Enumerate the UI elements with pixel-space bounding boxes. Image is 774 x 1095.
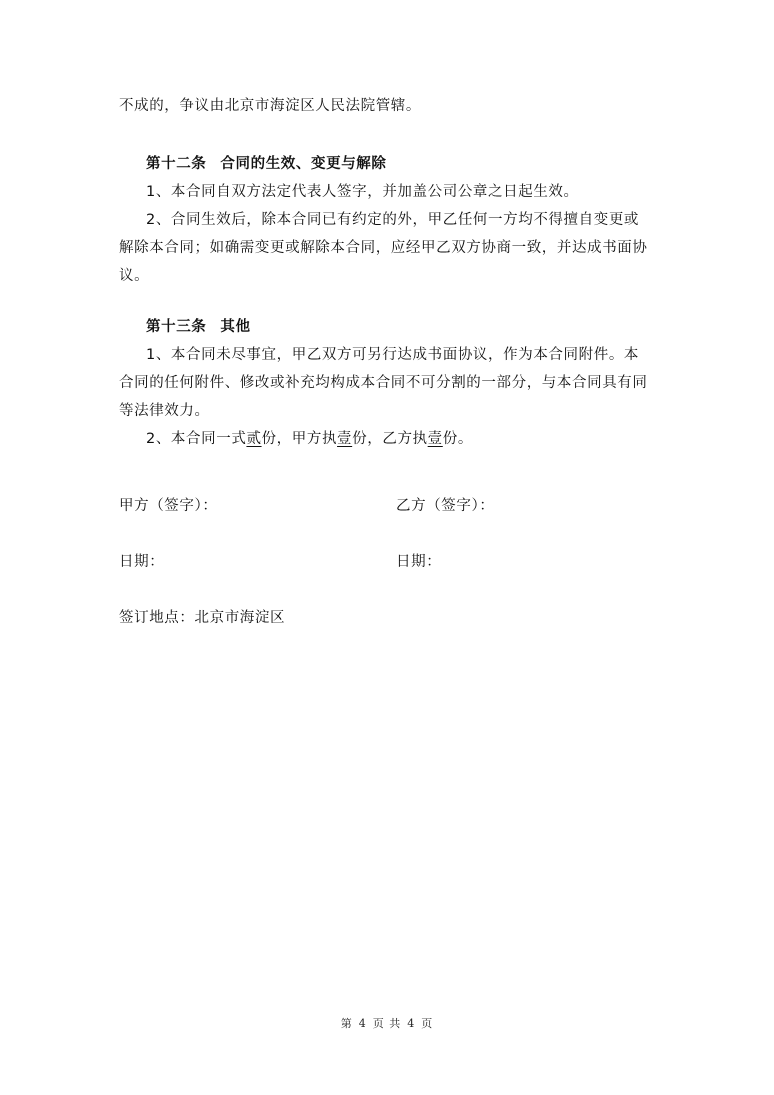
article-13-number: 第十三条 bbox=[146, 319, 207, 335]
copies-party-b: 壹 bbox=[427, 431, 443, 447]
article-13-para-1-line-2: 合同的任何附件、修改或补充均构成本合同不可分割的一部分，与本合同具有同 bbox=[119, 375, 648, 391]
article-12-number: 第十二条 bbox=[146, 156, 207, 172]
article-12-para-2-line-1: 2、合同生效后，除本合同已有约定的外，甲乙任何一方均不得擅自变更或 bbox=[146, 212, 640, 228]
article-12-para-2-line-3: 议。 bbox=[119, 268, 150, 284]
party-b-signature-label: 乙方（签字）： bbox=[396, 498, 495, 514]
copies-text-2: 份，甲方执 bbox=[261, 431, 338, 447]
article-12-title: 合同的生效、变更与解除 bbox=[220, 156, 387, 172]
footer-suffix: 页 bbox=[421, 1017, 434, 1030]
footer-prefix: 第 bbox=[340, 1017, 353, 1030]
article-13-para-1-line-3: 等法律效力。 bbox=[119, 403, 210, 419]
article-13-heading bbox=[146, 317, 251, 337]
copies-text-1: 2、本合同一式 bbox=[146, 431, 247, 447]
page-footer bbox=[0, 1015, 774, 1031]
article-13-para-2 bbox=[146, 429, 473, 449]
article-12-heading bbox=[146, 154, 387, 174]
copies-text-3: 份，乙方执 bbox=[352, 431, 428, 447]
clause-continuation: 不成的，争议由北京市海淀区人民法院管辖。 bbox=[119, 98, 421, 114]
article-12-para-1: 1、本合同自双方法定代表人签字，并加盖公司公章之日起生效。 bbox=[146, 184, 579, 200]
party-b-date-label: 日期： bbox=[396, 554, 442, 570]
article-13-title: 其他 bbox=[220, 319, 251, 335]
party-a-signature-label: 甲方（签字）： bbox=[119, 498, 218, 514]
footer-page-number: 4 bbox=[358, 1017, 367, 1030]
party-a-date-label: 日期： bbox=[119, 554, 165, 570]
copies-party-a: 壹 bbox=[337, 431, 353, 447]
footer-mid: 页 共 bbox=[372, 1017, 402, 1030]
article-12-para-2-line-2: 解除本合同；如确需变更或解除本合同，应经甲乙双方协商一致，并达成书面协 bbox=[119, 240, 648, 256]
copies-text-4: 份。 bbox=[442, 431, 473, 447]
footer-total-pages: 4 bbox=[407, 1017, 416, 1030]
copies-total: 贰 bbox=[246, 431, 262, 447]
article-13-para-1-line-1: 1、本合同未尽事宜，甲乙双方可另行达成书面协议，作为本合同附件。本 bbox=[146, 347, 640, 363]
signing-place: 签订地点：北京市海淀区 bbox=[119, 610, 286, 626]
